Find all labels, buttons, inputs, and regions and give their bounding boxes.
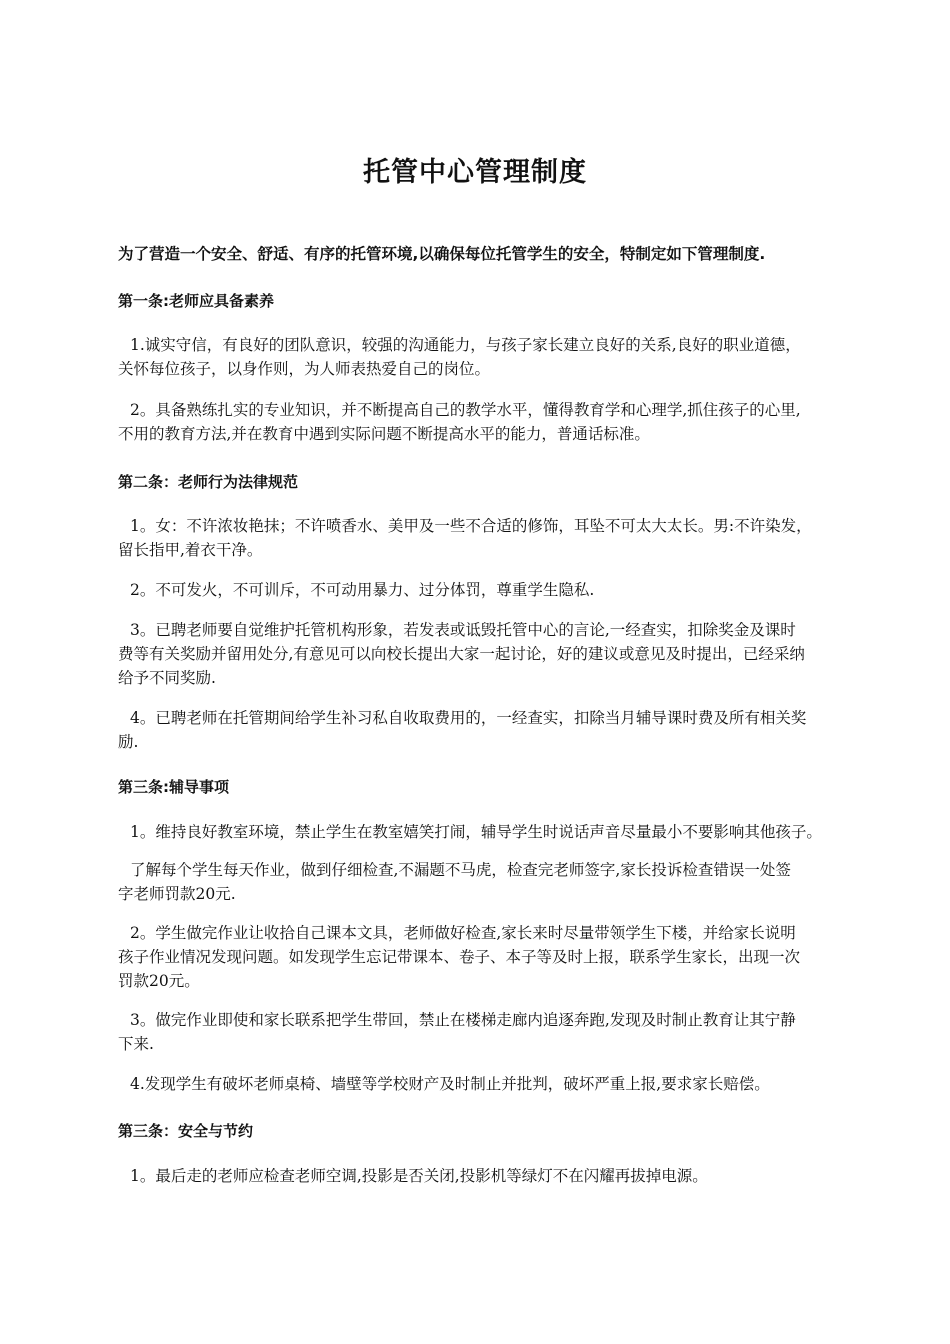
paragraph [118, 333, 866, 381]
paragraph-line: 罚款20元。 [118, 972, 200, 990]
paragraph-line: 了解每个学生每天作业，做到仔细检查,不漏题不马虎，检查完老师签字,家长投诉检查错误一处签 [130, 861, 791, 879]
section-heading: 第三条:辅导事项 [118, 778, 229, 796]
paragraph [118, 1008, 866, 1056]
section-heading: 第一条:老师应具备素养 [118, 292, 274, 310]
document-title: 托管中心管理制度 [363, 157, 587, 188]
paragraph [118, 706, 866, 754]
paragraph-line: 3。做完作业即使和家长联系把学生带回，禁止在楼梯走廊内追逐奔跑,发现及时制止教育让其宁静 [130, 1011, 796, 1029]
paragraph [118, 820, 866, 844]
paragraph [118, 618, 866, 690]
paragraph-line: 励. [118, 733, 139, 751]
paragraph-line: 1。维持良好教室环境，禁止学生在教室嬉笑打闹，辅导学生时说话声音尽量最小不要影响其他孩子。 [130, 823, 822, 841]
paragraph [118, 1164, 866, 1188]
paragraph-line: 2。不可发火，不可训斥，不可动用暴力、过分体罚，尊重学生隐私. [130, 581, 595, 599]
intro-text: 为了营造一个安全、舒适、有序的托管环境,以确保每位托管学生的安全，特制定如下管理制度. [118, 245, 766, 263]
paragraph-line: 1。女：不许浓妆艳抹；不许喷香水、美甲及一些不合适的修饰，耳坠不可太大太长。男:不许染发， [130, 517, 812, 535]
section-heading: 第三条：安全与节约 [118, 1122, 254, 1140]
paragraph [118, 921, 866, 993]
paragraph-line: 费等有关奖励并留用处分,有意见可以向校长提出大家一起讨论，好的建议或意见及时提出，已经采纳 [118, 645, 805, 663]
paragraph-line: 不用的教育方法,并在教育中遇到实际问题不断提高水平的能力，普通话标准。 [118, 425, 650, 443]
paragraph-line: 字老师罚款20元. [118, 885, 236, 903]
paragraph-line: 3。已聘老师要自觉维护托管机构形象，若发表或诋毁托管中心的言论,一经查实，扣除奖金及课时 [130, 621, 796, 639]
paragraph-line: 给予不同奖励. [118, 669, 216, 687]
paragraph-line: 1.诚实守信，有良好的团队意识，较强的沟通能力，与孩子家长建立良好的关系,良好的职业道德， [130, 336, 801, 354]
paragraph-line: 2。学生做完作业让收拾自己课本文具，老师做好检查,家长来时尽量带领学生下楼，并给家长说明 [130, 924, 796, 942]
paragraph [118, 1072, 866, 1096]
paragraph-line: 留长指甲,着衣干净。 [118, 541, 263, 559]
paragraph-line: 下来. [118, 1035, 154, 1053]
paragraph [118, 578, 866, 602]
paragraph-line: 关怀每位孩子，以身作则，为人师表热爱自己的岗位。 [118, 360, 491, 378]
paragraph-line: 2。具备熟练扎实的专业知识，并不断提高自己的教学水平，懂得教育学和心理学,抓住孩子的心里, [130, 401, 801, 419]
paragraph-line: 1。最后走的老师应检查老师空调,投影是否关闭,投影机等绿灯不在闪耀再拔掉电源。 [130, 1167, 708, 1185]
paragraph [118, 858, 866, 906]
paragraph-line: 4。已聘老师在托管期间给学生补习私自收取费用的，一经查实，扣除当月辅导课时费及所有相关奖 [130, 709, 807, 727]
paragraph-line: 孩子作业情况发现问题。如发现学生忘记带课本、卷子、本子等及时上报，联系学生家长，出现一次 [118, 948, 801, 966]
paragraph-line: 4.发现学生有破坏老师桌椅、墙壁等学校财产及时制止并批判，破坏严重上报,要求家长赔偿。 [130, 1075, 770, 1093]
section-heading: 第二条：老师行为法律规范 [118, 473, 299, 491]
paragraph [118, 398, 866, 446]
paragraph [118, 514, 866, 562]
